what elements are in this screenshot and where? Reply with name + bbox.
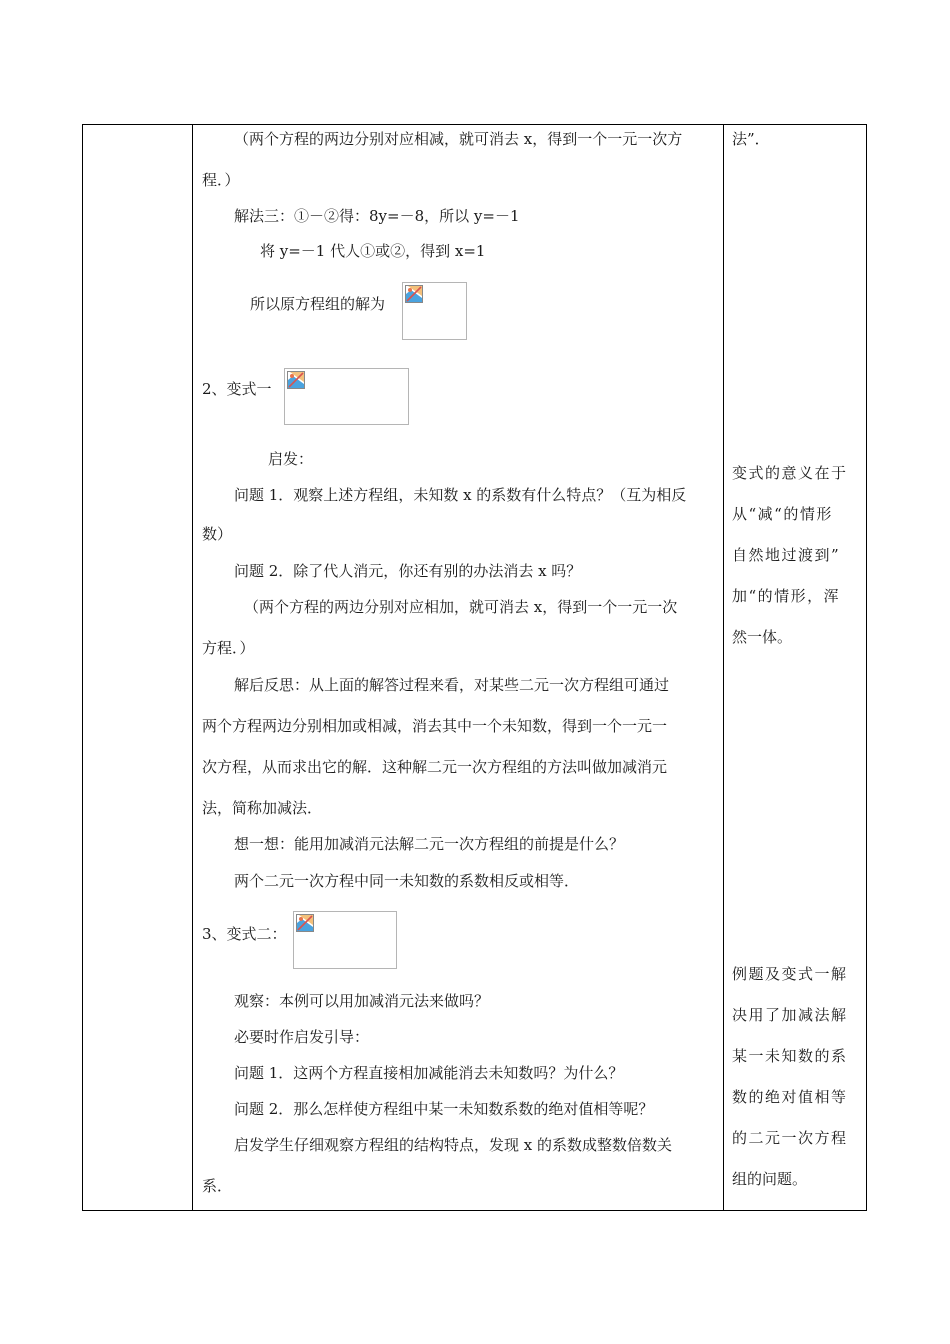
text-line: 问题 1．观察上述方程组，未知数 x 的系数有什么特点？（互为相反	[234, 486, 687, 504]
text-line: 3、变式二：	[202, 925, 287, 943]
text-line: 必要时作启发引导：	[234, 1028, 370, 1046]
text-line: （两个方程的两边分别对应相加，就可消去 x，得到一个一元一次	[244, 598, 678, 616]
text-line: 数）	[202, 525, 233, 543]
note-line: 某一未知数的系	[732, 1047, 848, 1065]
text-line: 问题 1．这两个方程直接相加减能消去未知数吗？为什么？	[234, 1064, 624, 1082]
text-line: 将 y=－1 代人①或②，得到 x=1	[260, 242, 486, 260]
equation-image	[402, 282, 467, 340]
text-line: 启发：	[268, 450, 314, 468]
note-line: 组的问题。	[732, 1170, 808, 1188]
text-line: 法，简称加减法．	[202, 799, 323, 817]
text-line: 2、变式一	[202, 380, 272, 398]
text-line: 方程．）	[202, 639, 255, 657]
equation-image	[293, 911, 397, 969]
text-line: 解后反思：从上面的解答过程来看，对某些二元一次方程组可通过	[234, 676, 670, 694]
text-line: 想一想：能用加减消元法解二元一次方程组的前提是什么？	[234, 835, 625, 853]
text-line: 启发学生仔细观察方程组的结构特点，发现 x 的系数成整数倍数关	[234, 1136, 672, 1154]
note-line: 变式的意义在于	[732, 464, 848, 482]
note-line: 例题及变式一解	[732, 965, 848, 983]
note-line: 法”．	[732, 130, 770, 148]
text-line: 问题 2．那么怎样使方程组中某一未知数系数的绝对值相等呢？	[234, 1100, 654, 1118]
column-divider	[192, 125, 193, 1210]
text-line: 两个方程两边分别相加或相减，消去其中一个未知数，得到一个一元一	[202, 717, 668, 735]
text-line: 程．）	[202, 171, 240, 189]
note-line: 自然地过渡到”	[732, 546, 841, 564]
text-line: 解法三：①－②得：8y=－8，所以 y=－1	[234, 207, 520, 225]
text-line: 所以原方程组的解为	[250, 295, 386, 313]
text-line: 观察：本例可以用加减消元法来做吗？	[234, 992, 490, 1010]
text-line: 次方程，从而求出它的解．这种解二元一次方程组的方法叫做加减消元	[202, 758, 668, 776]
text-line: 系．	[202, 1177, 233, 1195]
note-line: 加“的情形，浑	[732, 587, 841, 605]
broken-image-icon	[287, 371, 305, 389]
broken-image-icon	[405, 285, 423, 303]
equation-image	[284, 368, 409, 425]
note-line: 然一体。	[732, 628, 793, 646]
text-line: （两个方程的两边分别对应相减，就可消去 x，得到一个一元一次方	[234, 130, 683, 148]
note-line: 的二元一次方程	[732, 1129, 848, 1147]
column-divider	[723, 125, 724, 1210]
broken-image-icon	[296, 914, 314, 932]
note-line: 数的绝对值相等	[732, 1088, 848, 1106]
note-line: 决用了加减法解	[732, 1006, 848, 1024]
text-line: 问题 2．除了代人消元，你还有别的办法消去 x 吗？	[234, 562, 582, 580]
text-line: 两个二元一次方程中同一未知数的系数相反或相等．	[234, 872, 580, 890]
note-line: 从“减“的情形	[732, 505, 833, 523]
